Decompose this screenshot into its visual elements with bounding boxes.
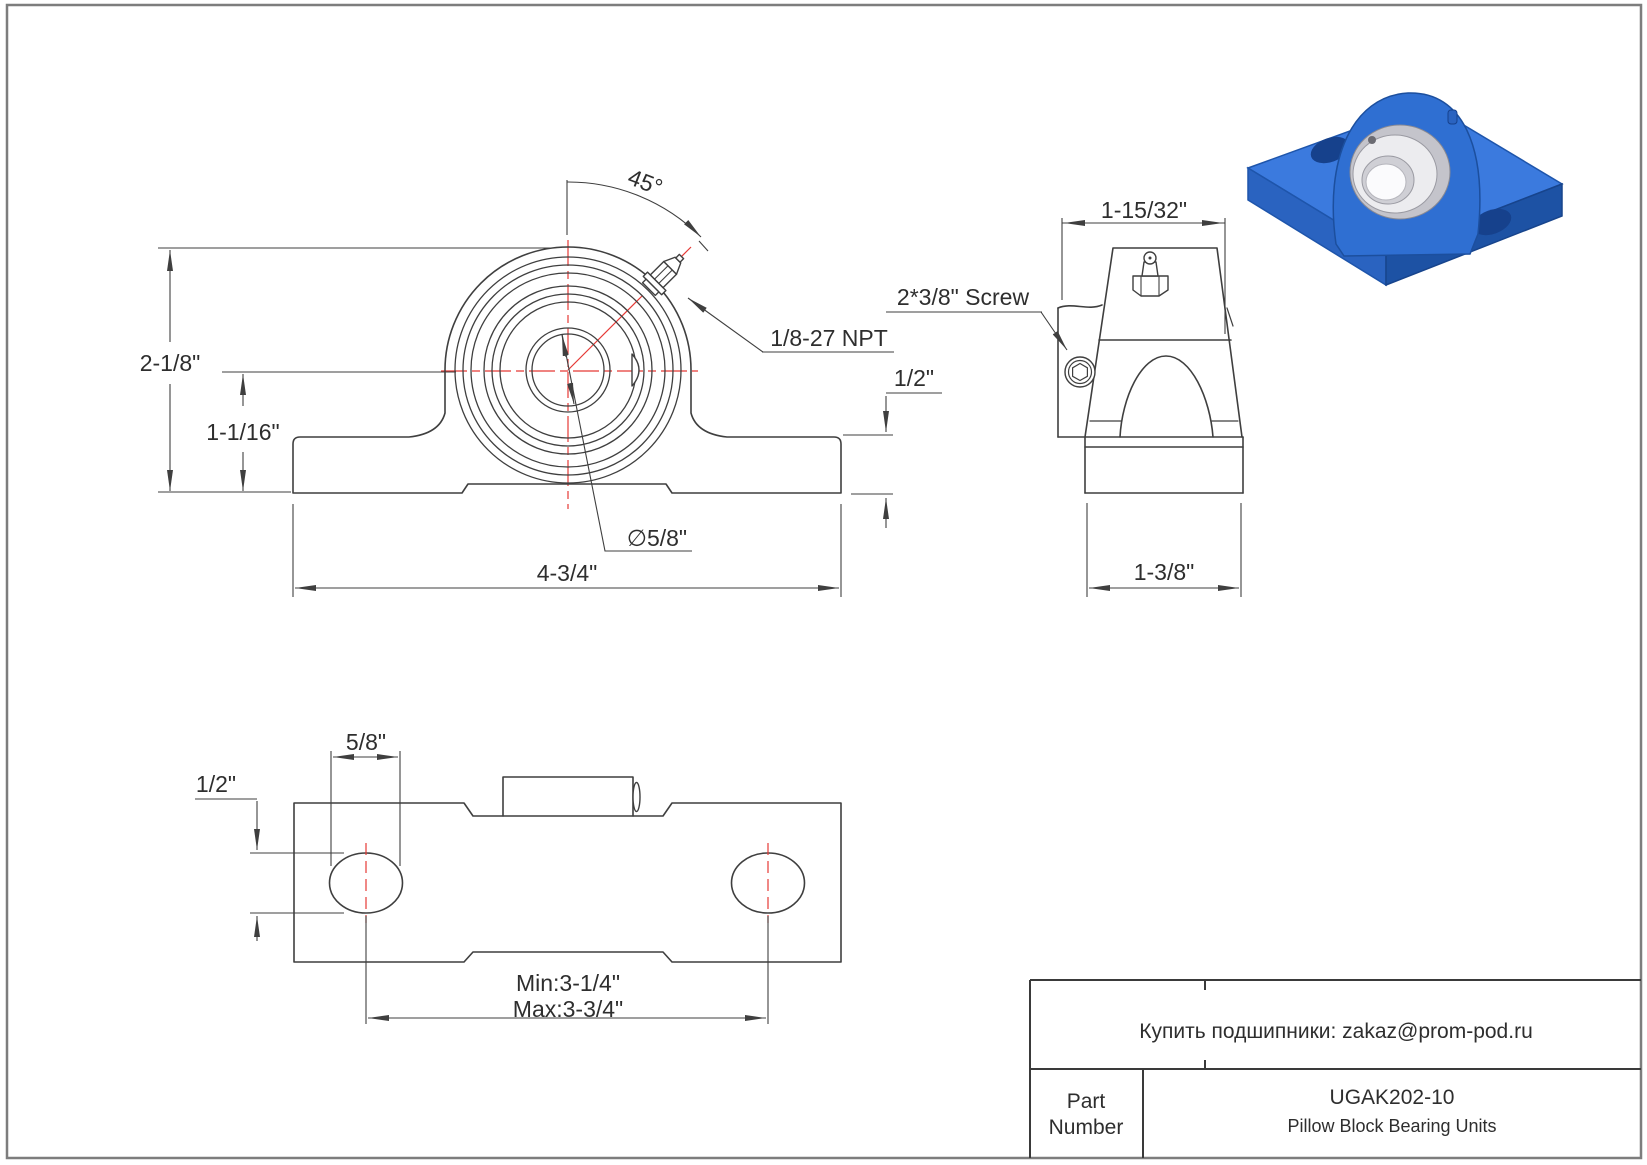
break-line (1058, 305, 1102, 308)
contact-info: Купить подшипники: zakaz@prom-pod.ru (1139, 1020, 1533, 1043)
dim-base-width: 4-3/4" (536, 560, 598, 586)
dim-side-base-width: 1-3/8" (1133, 559, 1195, 585)
dim-top-width: 1-15/32" (1100, 197, 1188, 223)
front-view-dimensions (140, 164, 942, 597)
render-set-screw-dot (1368, 136, 1376, 144)
product-type: Pillow Block Bearing Units (1287, 1116, 1497, 1136)
dim-bolt-spacing-min: Min:3-1/4" (515, 970, 621, 996)
side-view-dimensions (886, 197, 1241, 597)
bottom-view (195, 729, 841, 1024)
dim-overall-height: 2-1/8" (139, 350, 201, 376)
shaft-boss (503, 777, 633, 816)
bottom-view-dimensions (195, 729, 768, 1024)
dim-slot-height: 1/2" (195, 771, 237, 797)
dim-base-height: 1/2" (893, 365, 935, 391)
grease-fitting-top-icon (1133, 252, 1168, 296)
housing-outline (293, 247, 841, 493)
render-bore (1366, 164, 1406, 200)
dim-angle: 45° (624, 163, 667, 201)
part-number-value: UGAK202-10 (1329, 1086, 1455, 1109)
label-grease-port: 1/8-27 NPT (770, 325, 888, 351)
isometric-render (1248, 93, 1562, 285)
boss-end-detail (633, 783, 640, 812)
centerline-45deg (568, 296, 642, 370)
front-view (140, 164, 942, 597)
label-set-screw: 2*3/8" Screw (896, 284, 1030, 310)
dim-bolt-spacing-max: Max:3-3/4" (512, 996, 624, 1022)
title-block (1030, 980, 1641, 1158)
dim-slot-width: 5/8" (345, 729, 387, 755)
part-number-label-line1: Part (1066, 1090, 1106, 1113)
pedestal-arch-cutout (1120, 356, 1213, 437)
dim-center-height: 1-1/16" (206, 419, 280, 445)
part-number-label-line2: Number (1048, 1116, 1124, 1139)
render-grease-nipple (1448, 110, 1457, 124)
bottom-outline (294, 803, 841, 962)
side-view (886, 197, 1243, 597)
locking-tab (632, 354, 639, 386)
dim-bore: ∅5/8" (626, 525, 688, 551)
set-screw-icon (1065, 357, 1095, 387)
